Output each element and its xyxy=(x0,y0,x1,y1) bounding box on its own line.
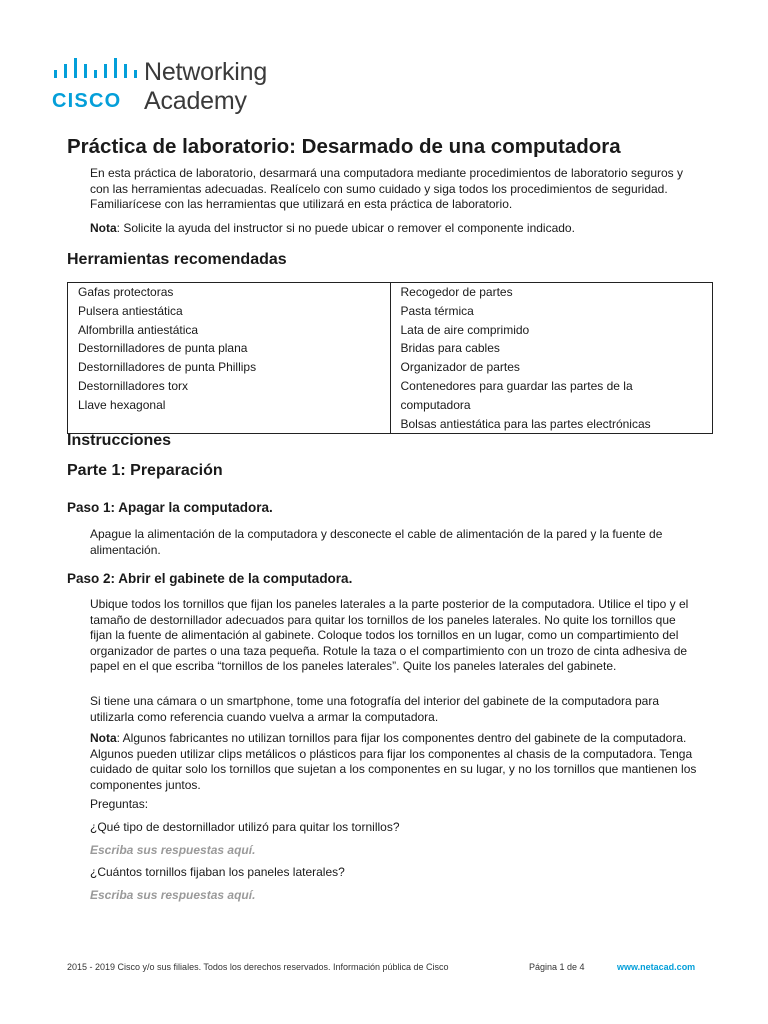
tool-item: Llave hexagonal xyxy=(78,397,166,412)
tool-item: Organizador de partes xyxy=(400,360,520,375)
tool-item: Gafas protectoras xyxy=(78,285,174,299)
step2-note-text: : Algunos fabricantes no utilizan tornillos para fijar los componentes dentro del gabinete de la computadora. Algunos pueden utilizar clips metálicos o plásticos para fijar los componentes al chasis de la computadora. Tenga cuidado de quitar solo los tornillos que sujetan a los componentes en su lugar, y no los tornillos que mantienen los componentes juntos. xyxy=(90,731,697,792)
tool-item: Pulsera antiestática xyxy=(78,303,183,318)
tools-heading: Herramientas recomendadas xyxy=(67,251,287,268)
footer-link[interactable]: www.netacad.com xyxy=(617,962,696,972)
note-label: Nota xyxy=(90,731,117,745)
intro-paragraph: En esta práctica de laboratorio, desarmará una computadora mediante procedimientos de laboratorio seguros y con las herramientas adecuadas. Realícelo con sumo cuidado y siga todos los procedimientos de seguridad. Familiarícese con las herramientas que utilizará en esta práctica de laboratorio. xyxy=(90,166,684,211)
step1-text: Apague la alimentación de la computadora y desconecte el cable de alimentación de la pared y la fuente de alimentación. xyxy=(90,527,663,557)
tool-item: Bridas para cables xyxy=(400,341,500,356)
logo-academy: Academy xyxy=(144,87,247,115)
tools-right-column xyxy=(390,283,713,434)
tool-item: Lata de aire comprimido xyxy=(400,322,530,337)
step2-note xyxy=(90,731,700,793)
instructions-heading: Instrucciones xyxy=(67,432,172,449)
step2-text: Ubique todos los tornillos que fijan los paneles laterales a la parte posterior de la computadora. Utilice el tipo y el tamaño de destornillador adecuados para quitar los tornillos de los paneles laterales. No quite los tornillos que fijan la fuente de alimentación al gabinete. Coloque todos los tornillos en un lugar, como un compartimiento del organizador de partes o una taza pequeña. Rotule la taza o el compartimiento con un trozo de cinta adhesiva de papel en el que escriba “tornillos de los paneles laterales”. Quite los paneles laterales del gabinete. xyxy=(90,597,689,673)
logo-networking: Networking xyxy=(144,58,268,86)
step2-photo-text: Si tiene una cámara o un smartphone, tome una fotografía del interior del gabinete de la computadora para utilizarla como referencia cuando vuelva a armar la computadora. xyxy=(90,694,660,724)
step1-heading: Paso 1: Apagar la computadora. xyxy=(67,500,273,515)
tool-item: Bolsas antiestática para las partes electrónicas xyxy=(400,416,651,431)
tools-table xyxy=(67,282,713,434)
intro-note-text: : Solicite la ayuda del instructor si no puede ubicar o remover el componente indicado. xyxy=(116,221,575,235)
answer-1[interactable]: Escriba sus respuestas aquí. xyxy=(90,843,256,857)
tool-item: Destornilladores torx xyxy=(78,378,189,393)
part1-heading: Parte 1: Preparación xyxy=(67,462,223,479)
tool-item: Alfombrilla antiestática xyxy=(78,322,199,337)
tool-item: Destornilladores de punta plana xyxy=(78,341,248,356)
step2-heading: Paso 2: Abrir el gabinete de la computadora. xyxy=(67,571,353,586)
tool-item: Pasta térmica xyxy=(400,303,474,318)
intro-note xyxy=(90,221,700,237)
note-label: Nota xyxy=(90,221,117,235)
question-1: ¿Qué tipo de destornillador utilizó para quitar los tornillos? xyxy=(90,820,400,834)
cisco-networking-academy-logo xyxy=(52,58,312,118)
question-2: ¿Cuántos tornillos fijaban los paneles laterales? xyxy=(90,865,345,879)
tool-item: Recogedor de partes xyxy=(400,285,513,299)
footer-copyright: 2015 - 2019 Cisco y/o sus filiales. Todos los derechos reservados. Información pública de Cisco xyxy=(67,962,449,972)
cisco-wordmark: CISCO xyxy=(52,90,122,112)
page-title: Práctica de laboratorio: Desarmado de una computadora xyxy=(67,135,621,158)
tool-item: Destornilladores de punta Phillips xyxy=(78,360,257,375)
questions-label: Preguntas: xyxy=(90,797,149,811)
cisco-bars-icon xyxy=(52,58,140,88)
footer-page-number: Página 1 de 4 xyxy=(529,962,585,972)
tools-left-column xyxy=(68,283,391,434)
answer-2[interactable]: Escriba sus respuestas aquí. xyxy=(90,888,256,902)
tool-item: Contenedores para guardar las partes de la computadora xyxy=(400,378,633,412)
